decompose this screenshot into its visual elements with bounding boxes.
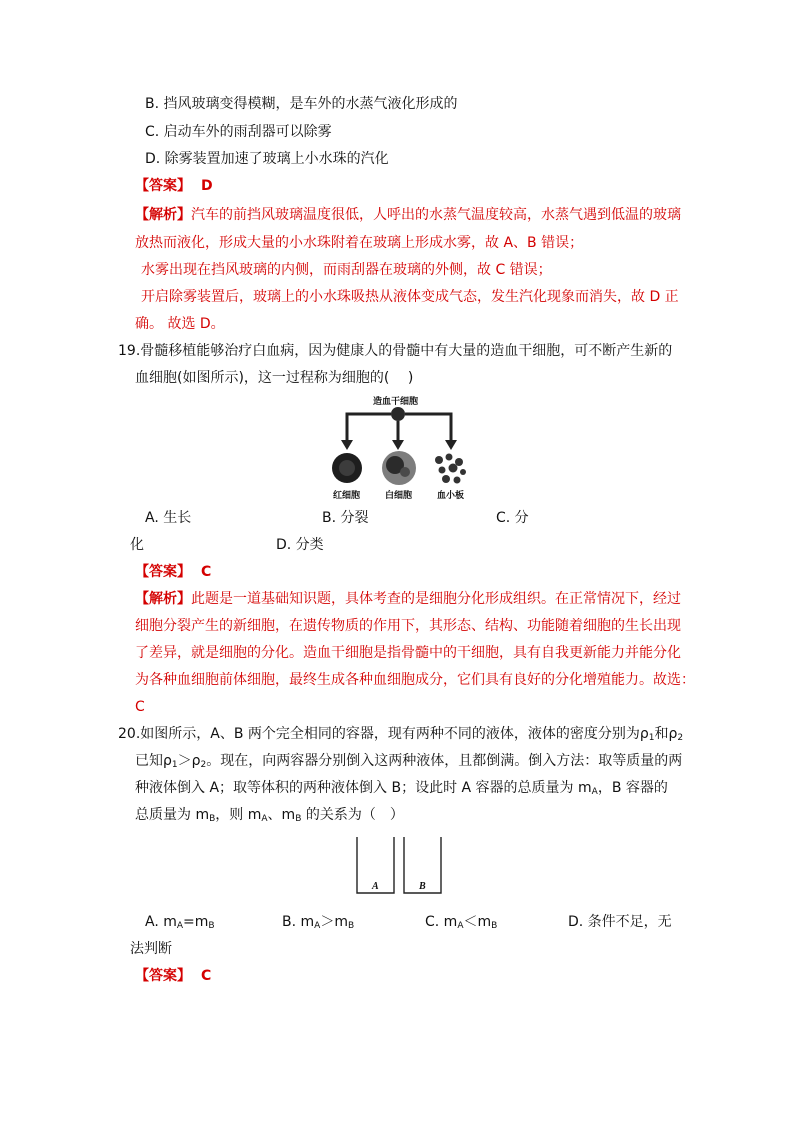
q19-answer: [135, 562, 211, 582]
stem-cell-label: 造血干细胞: [373, 397, 419, 407]
q19-option-b: B. 分裂: [322, 510, 369, 526]
red-cell-label: 红细胞: [333, 491, 361, 501]
arrow-left: [347, 414, 391, 442]
q19-option-c: C. 分: [496, 510, 529, 526]
q18-analysis-line: 确。 故选 D。: [135, 316, 225, 332]
q20-stem-line: 已知$\rho_1>\rho_2$。现在，向两容器分别倒入这两种液体，且都倒满。倒入方法：取等质量的两: [135, 753, 683, 770]
q18-analysis-line: [135, 205, 681, 225]
q19-analysis-line: C: [135, 699, 145, 715]
q19-stem-line: 19.骨髓移植能够治疗白血病，因为健康人的骨髓中有大量的造血干细胞，可不断产生新的: [118, 343, 673, 359]
q20-stem-line: 20.如图所示，A、B 两个完全相同的容器，现有两种不同的液体，液体的密度分别为$\rho_1$和$\rho_2$: [118, 726, 684, 743]
q19-analysis-line: [135, 589, 681, 609]
analysis-tag: 【解析】: [135, 591, 191, 607]
platelets: [435, 454, 466, 484]
q20-option-a: A. $m_A=m_B$: [145, 914, 215, 931]
answer-tag: 【答案】: [135, 564, 191, 580]
q19-analysis-line: 细胞分裂产生的新细胞，在遗传物质的作用下，其形态、结构、功能随着细胞的生长出现: [135, 618, 681, 634]
q19-option-a: A. 生长: [145, 510, 192, 526]
q20-option-d-cont: 法判断: [130, 941, 172, 957]
q18-analysis-line: 水雾出现在挡风玻璃的内侧，而雨刮器在玻璃的外侧，故 C 错误；: [141, 262, 552, 278]
q20-answer: [135, 966, 211, 986]
q20-option-c: C. $m_A<m_B$: [425, 914, 498, 931]
q18-analysis-line: 放热而液化，形成大量的小水珠附着在玻璃上形成水雾，故 A、B 错误；: [135, 235, 584, 251]
analysis-text: 此题是一道基础知识题，具体考查的是细胞分化形成组织。在正常情况下，经过: [191, 591, 681, 607]
q18-option-b: B. 挡风玻璃变得模糊，是车外的水蒸气液化形成的: [145, 96, 458, 112]
q19-analysis-line: 为各种血细胞前体细胞，最终生成各种血细胞成分，它们具有良好的分化增殖能力。故选：: [135, 672, 695, 688]
q20-stem-line: 种液体倒入 A；取等体积的两种液体倒入 B；设此时 A 容器的总质量为 $m_A$，B 容器的: [135, 780, 668, 797]
q19-option-c-cont: 化: [130, 537, 144, 553]
q19-option-d: D. 分类: [276, 537, 324, 553]
container-a-label: A: [372, 881, 379, 892]
analysis-text: 汽车的前挡风玻璃温度很低，人呼出的水蒸气温度较高，水蒸气遇到低温的玻璃: [191, 207, 681, 223]
q19-stem-line: 血细胞(如图所示)，这一过程称为细胞的( ): [135, 370, 414, 386]
q18-option-d: D. 除雾装置加速了玻璃上小水珠的汽化: [145, 151, 389, 167]
arrowhead-right: [445, 440, 457, 450]
analysis-tag: 【解析】: [135, 207, 191, 223]
q18-option-c: C. 启动车外的雨刮器可以除雾: [145, 124, 332, 140]
answer-value: D: [201, 178, 213, 194]
answer-value: C: [201, 968, 212, 984]
differentiation-arrows: [325, 392, 475, 502]
q18-answer: [135, 176, 213, 196]
arrowhead-middle: [392, 440, 404, 450]
container-b-label: B: [419, 881, 426, 892]
arrow-right: [405, 414, 451, 442]
q18-analysis-line: 开启除雾装置后，玻璃上的小水珠吸热从液体变成气态，发生汽化现象而消失，故 D 正: [141, 289, 679, 305]
q19-analysis-line: 了差异，就是细胞的分化。造血干细胞是指骨髓中的干细胞，具有自我更新能力并能分化: [135, 645, 681, 661]
answer-tag: 【答案】: [135, 968, 191, 984]
stem-cell-figure: [325, 392, 475, 502]
answer-tag: 【答案】: [135, 178, 191, 194]
platelet-label: 血小板: [437, 491, 465, 501]
q20-option-b: B. $m_A>m_B$: [282, 914, 355, 931]
q20-stem-line: 总质量为 $m_B$，则 $m_A$、$m_B$ 的关系为（ ）: [135, 807, 404, 824]
answer-value: C: [201, 564, 212, 580]
white-cell-label: 白细胞: [385, 491, 413, 501]
containers-figure: [355, 835, 445, 897]
stem-cell: [391, 407, 405, 421]
q20-option-d: D. 条件不足，无: [568, 914, 672, 930]
arrowhead-left: [341, 440, 353, 450]
